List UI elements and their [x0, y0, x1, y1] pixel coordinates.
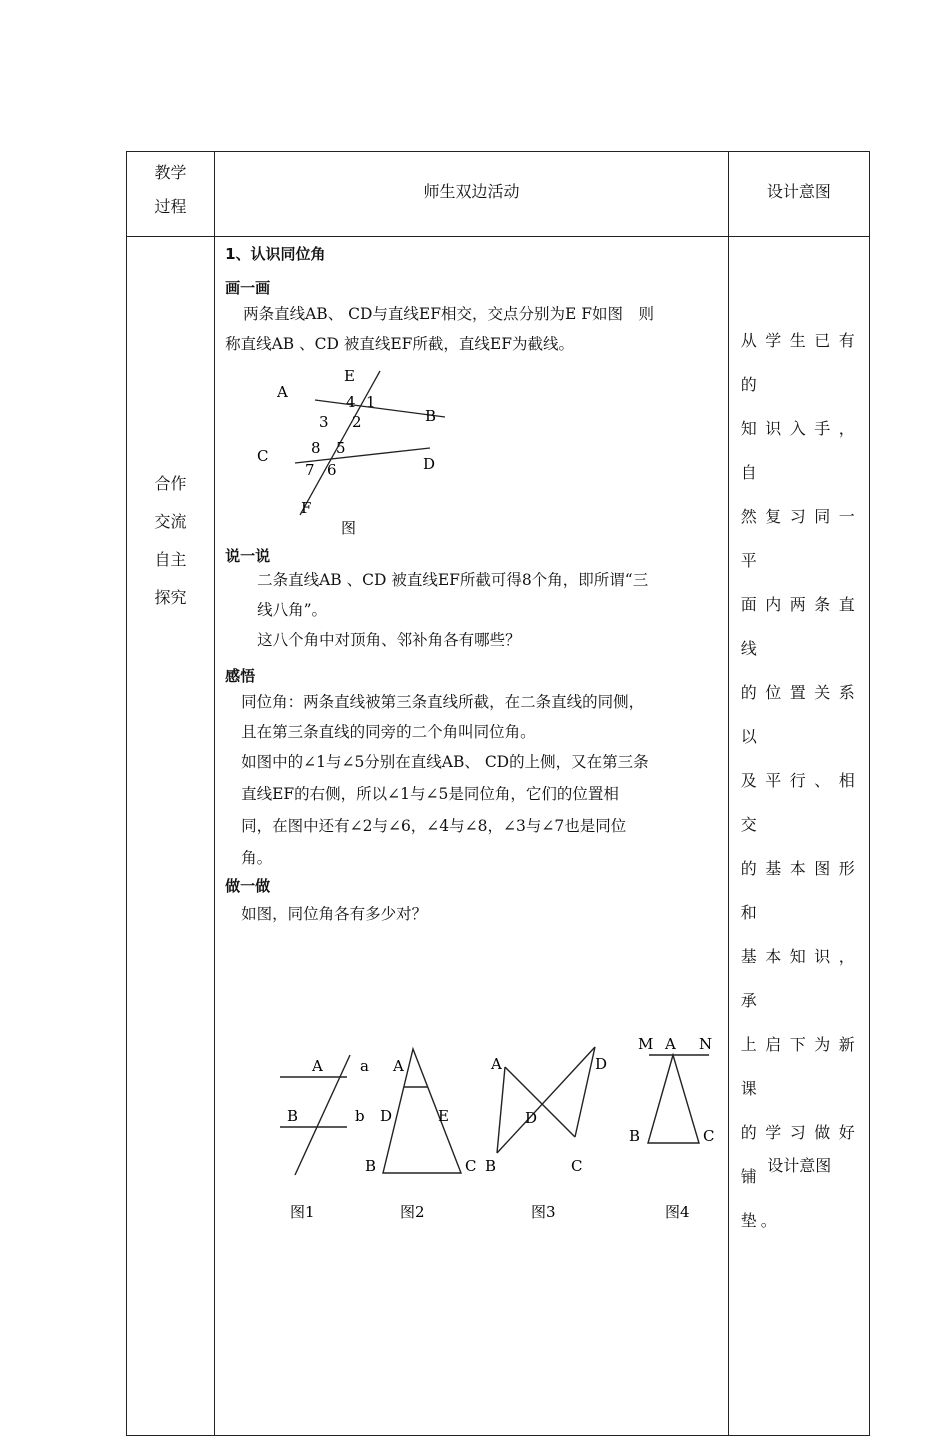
fig4-caption: 图4 — [665, 1203, 690, 1221]
stage-line: 交流 — [154, 512, 187, 531]
table-header-row — [127, 152, 870, 237]
fig3-label: B — [485, 1157, 497, 1175]
header-activities: 师生双边活动 — [215, 152, 729, 237]
fig4-label: M — [638, 1035, 654, 1053]
fig2-caption: 图2 — [400, 1203, 425, 1221]
header-design-intent: 设计意图 — [728, 152, 869, 237]
fig4-label: A — [665, 1035, 676, 1053]
fig-label: 5 — [336, 439, 346, 457]
header-process-line2: 过程 — [154, 197, 187, 216]
fig-label: D — [423, 455, 436, 473]
figure-caption: 图 — [341, 519, 357, 537]
fig4-label: N — [699, 1035, 713, 1053]
design-line: 基本知识，承 — [740, 947, 859, 1010]
header-process — [127, 152, 215, 237]
stage-line: 合作 — [154, 474, 187, 493]
fig3-caption: 图3 — [531, 1203, 556, 1221]
activity-cell — [215, 237, 729, 1436]
design-line: 从学生已有的 — [740, 331, 859, 394]
draw-paragraph-line1: 两条直线AB、 CD与直线EF相交，交点分别为E F如图 则 — [243, 305, 654, 323]
exercise-figures — [275, 1035, 725, 1247]
design-line: 及平行、相交 — [740, 771, 859, 834]
feel-heading: 感悟 — [225, 667, 256, 685]
fig2-label: C — [465, 1157, 477, 1175]
fig2-label: B — [365, 1157, 377, 1175]
fig-label: 7 — [305, 461, 315, 479]
design-line: 的位置关系以 — [740, 683, 859, 746]
fig3-label: C — [571, 1157, 583, 1175]
say-paragraph-line1: 二条直线AB 、CD 被直线EF所截可得8个角，即所谓“三 — [257, 571, 649, 589]
stage-cell — [127, 237, 215, 1436]
fig3-label: D — [525, 1109, 538, 1127]
feel-paragraph-line5: 同，在图中还有∠2与∠6，∠4与∠8，∠3与∠7也是同位 — [241, 817, 627, 835]
feel-paragraph-line2: 且在第三条直线的同旁的二个角叫同位角。 — [241, 723, 536, 741]
fig-label: F — [301, 499, 312, 517]
design-line: 的基本图形和 — [740, 859, 859, 922]
fig1-label: b — [355, 1107, 365, 1125]
say-paragraph-line2: 线八角”。 — [257, 601, 328, 619]
fig-label: 2 — [352, 413, 362, 431]
draw-heading: 画一画 — [225, 279, 271, 297]
fig-label: 3 — [319, 413, 329, 431]
design-intent-cell — [728, 237, 869, 1436]
fig-label: 4 — [346, 393, 356, 411]
fig-label: 1 — [366, 393, 376, 411]
fig-label: B — [425, 407, 437, 425]
feel-paragraph-line3: 如图中的∠1与∠5分别在直线AB、 CD的上侧，又在第三条 — [241, 753, 649, 771]
fig-label: A — [277, 383, 288, 401]
feel-paragraph-line1: 同位角：两条直线被第三条直线所截，在二条直线的同侧， — [241, 693, 645, 711]
fig2-label: E — [438, 1107, 450, 1125]
three-lines-eight-angles-figure — [245, 365, 475, 535]
fig1-label: A — [312, 1057, 323, 1075]
fig2-label: A — [393, 1057, 404, 1075]
lesson-plan-table — [126, 151, 870, 1436]
design-line: 垫。 — [740, 1211, 781, 1230]
fig-label: 6 — [327, 461, 337, 479]
fig4-label: B — [629, 1127, 641, 1145]
say-paragraph-line3: 这八个角中对顶角、邻补角各有哪些？ — [257, 631, 521, 649]
feel-paragraph-line6: 角。 — [241, 849, 273, 867]
header-process-line1: 教学 — [154, 163, 187, 182]
design-line: 面内两条直线 — [740, 595, 859, 658]
fig-label: C — [257, 447, 269, 465]
fig2-label: D — [380, 1107, 393, 1125]
fig-label: E — [344, 367, 356, 385]
stage-line: 自主 — [154, 550, 187, 569]
design-line: 知识入手，自 — [740, 419, 859, 482]
do-heading: 做一做 — [225, 877, 271, 895]
design-intent-text — [741, 319, 859, 1243]
fig3-label: D — [595, 1055, 608, 1073]
section-title: 1、认识同位角 — [225, 245, 326, 263]
design-intent-bottom-label: 设计意图 — [767, 1156, 832, 1175]
do-paragraph: 如图，同位角各有多少对？ — [241, 905, 428, 923]
stage-line: 探究 — [154, 588, 187, 607]
fig1-caption: 图1 — [290, 1203, 315, 1221]
table-body-row — [127, 237, 870, 1436]
fig1-label: B — [287, 1107, 299, 1125]
fig1-label: a — [360, 1057, 370, 1075]
fig4-label: C — [703, 1127, 715, 1145]
design-line: 然复习同一平 — [740, 507, 859, 570]
design-line: 上启下为新课 — [740, 1035, 859, 1098]
feel-paragraph-line4: 直线EF的右侧，所以∠1与∠5是同位角，它们的位置相 — [241, 785, 619, 803]
draw-paragraph-line2: 称直线AB 、CD 被直线EF所截，直线EF为截线。 — [225, 335, 574, 353]
say-heading: 说一说 — [225, 547, 271, 565]
fig3-label: A — [491, 1055, 502, 1073]
design-line: 的学习做好铺 — [740, 1123, 859, 1186]
fig-label: 8 — [311, 439, 321, 457]
